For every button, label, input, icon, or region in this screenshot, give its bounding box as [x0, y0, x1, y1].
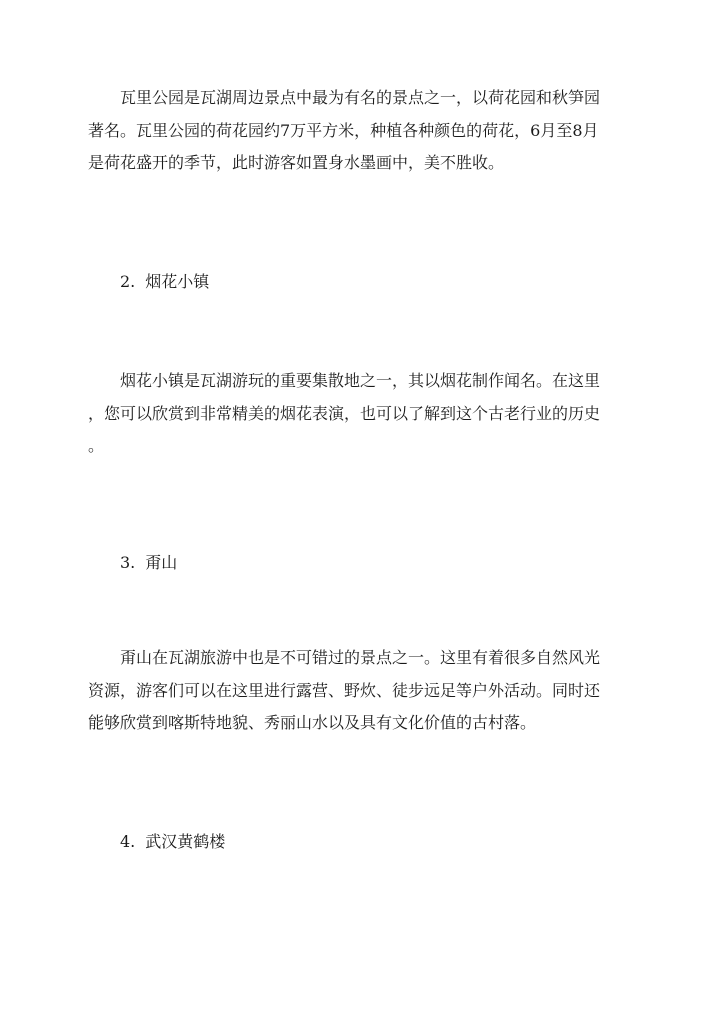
paragraph-line: 烟花小镇是瓦湖游玩的重要集散地之一，其以烟花制作闻名。在这里 — [120, 371, 601, 390]
section-heading-yellow-crane-tower — [120, 832, 225, 852]
paragraph-line: 资源，游客们可以在这里进行露营、野炊、徒步远足等户外活动。同时还 — [88, 680, 601, 700]
section-heading-mountain — [120, 553, 177, 573]
paragraph-line: 。 — [88, 436, 105, 455]
paragraph-line: ，您可以欣赏到非常精美的烟花表演，也可以了解到这个古老行业的历史 — [88, 403, 601, 423]
section-title: 烟花小镇 — [145, 272, 210, 291]
paragraph-line: 著名。瓦里公园的荷花园约7万平方米，种植各种颜色的荷花，6月至8月 — [88, 120, 599, 140]
paragraph-wali-park — [88, 82, 636, 180]
section-number: 2. — [120, 272, 136, 291]
section-title: 武汉黄鹤楼 — [145, 832, 226, 851]
paragraph-line: 是荷花盛开的季节，此时游客如置身水墨画中，美不胜收。 — [88, 153, 505, 172]
paragraph-line: 能够欣赏到喀斯特地貌、秀丽山水以及具有文化价值的古村落。 — [88, 713, 537, 732]
section-number: 4. — [120, 832, 136, 851]
paragraph-mountain — [88, 642, 636, 740]
paragraph-fireworks-town — [88, 365, 636, 463]
section-title: 甭山 — [145, 553, 178, 572]
paragraph-line: 甭山在瓦湖旅游中也是不可错过的景点之一。这里有着很多自然风光 — [120, 648, 601, 667]
section-number: 3. — [120, 553, 136, 572]
section-heading-fireworks-town — [120, 272, 209, 292]
paragraph-line: 瓦里公园是瓦湖周边景点中最为有名的景点之一，以荷花园和秋笋园 — [120, 88, 601, 107]
